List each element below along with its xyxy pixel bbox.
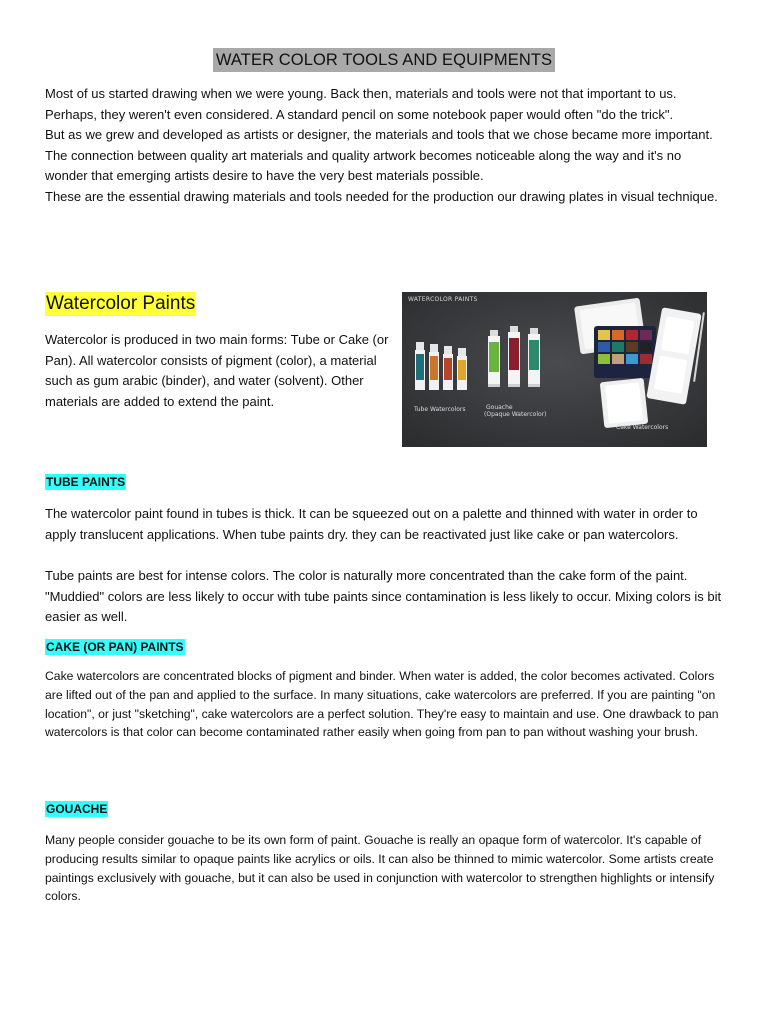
gouache-tubes-group <box>488 326 540 387</box>
watercolor-paints-photo <box>402 292 707 447</box>
intro-paragraph-3: These are the essential drawing materials and tools needed for the production our drawing plates in visual technique. <box>45 188 718 204</box>
tube-paints-label: TUBE PAINTS <box>46 475 126 489</box>
cake-paints-label: CAKE (OR PAN) PAINTS <box>46 640 184 654</box>
intro-paragraph-2: But as we grew and developed as artists or designer, the materials and tools that we chose became more important. The connection between quality art materials and quality artwork becomes noticeable along the way and it's no wonder that emerging artists desire to have the very best materials possible. <box>45 127 713 184</box>
watercolor-heading: Watercolor Paints <box>46 293 196 314</box>
figure-label-tube: Tube Watercolors <box>414 406 466 413</box>
intro-paragraph-1: Most of us started drawing when we were young. Back then, materials and tools were not that important to us. Perhaps, they weren't even considered. A standard pencil on some notebook paper would often "do the trick". <box>45 86 677 122</box>
tube-paints-paragraph-1: The watercolor paint found in tubes is thick. It can be squeezed out on a palette and thinned with water in order to apply translucent applications. When tube paints dry. they can be reactivated just like cake or pan watercolors. <box>45 506 698 542</box>
figure-label-cake: Cake Watercolors <box>616 424 669 431</box>
intro-section <box>45 84 725 208</box>
tube-paints-paragraph-2: Tube paints are best for intense colors. The color is naturally more concentrated than the cake form of the paint. "Muddied" colors are less likely to occur with tube paints since contamination is less likely to occur. Mixing colors is bit easier as well. <box>45 568 722 625</box>
gouache-label: GOUACHE <box>46 802 108 816</box>
watercolor-paragraph: Watercolor is produced in two main forms: Tube or Cake (or Pan). All watercolor consists of pigment (color), a material such as gum arabic (binder), and water (solvent). Other materials are added to extend the paint. <box>45 332 389 409</box>
figure-label-gouache: Gouache <box>486 404 513 411</box>
figure-label-gouache-sub: (Opaque Watercolor) <box>484 411 547 418</box>
page-title: WATER COLOR TOOLS AND EQUIPMENTS <box>213 48 555 72</box>
figure-caption: WATERCOLOR PAINTS <box>408 296 478 303</box>
gouache-paragraph: Many people consider gouache to be its own form of paint. Gouache is really an opaque form of watercolor. It's capable of producing results similar to opaque paints like acrylics or oils. It can also be thinned to mimic watercolor. Some artists create paintings exclusively with gouache, but it can also be used in conjunction with watercolor to strengthen highlights or intensify colors. <box>45 833 715 904</box>
cake-paints-paragraph: Cake watercolors are concentrated blocks of pigment and binder. When water is added, the color becomes activated. Colors are lifted out of the pan and applied to the surface. In many situations, cake watercolors are preferred. If you are painting "on location", or just "sketching", cake watercolors are a perfect solution. They're easy to maintain and use. One drawback to pan watercolors is that color can become contaminated rather easily when going from pan to pan without washing your brush. <box>45 669 719 740</box>
title-container <box>0 48 768 72</box>
